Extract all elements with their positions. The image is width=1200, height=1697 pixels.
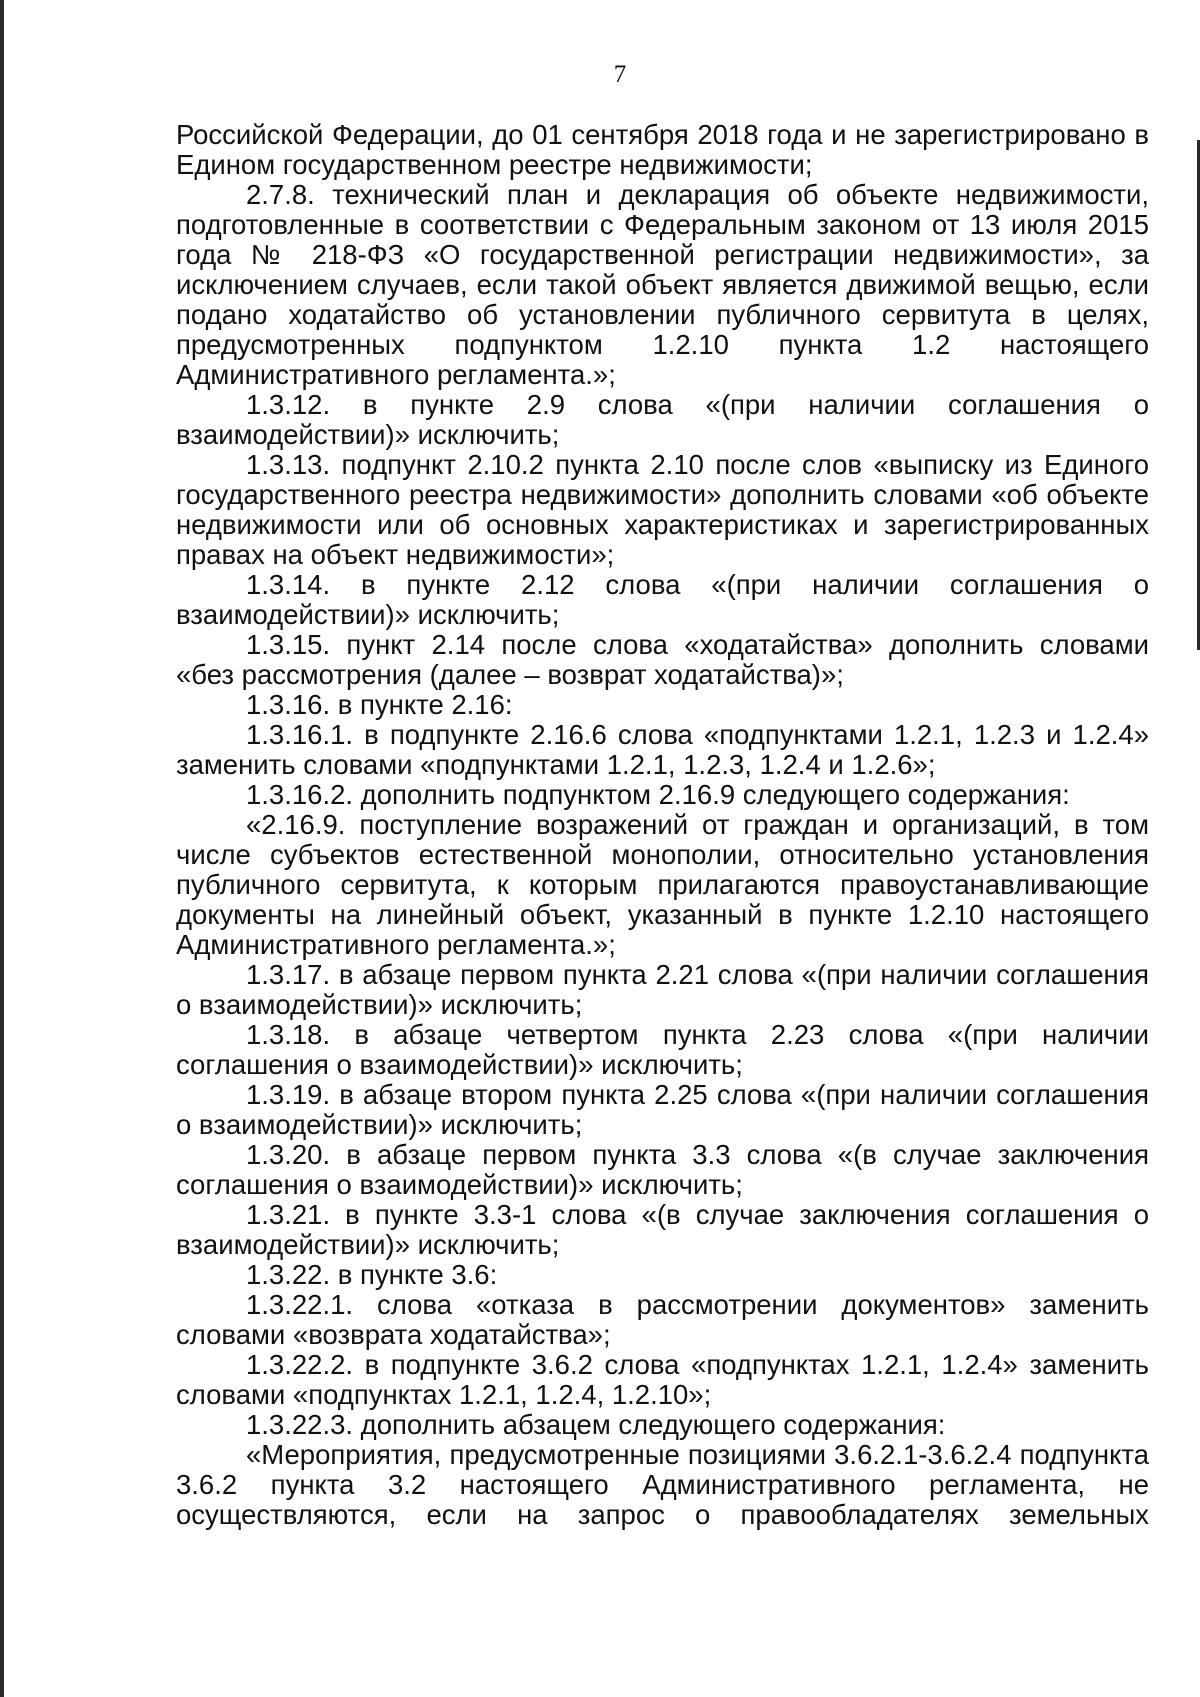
paragraph: «2.16.9. поступление возражений от граждан и организаций, в том числе субъектов естественной монополии, относительно установления публичного сервитута, к которым прилагаются правоустанавливающие документы на линейный объект, указанный в пункте 1.2.10 настоящего Административного регламента.»; (176, 809, 1149, 960)
document-body (176, 120, 1149, 1530)
paragraph: 1.3.22. в пункте 3.6: (246, 1259, 498, 1290)
paragraph: 1.3.16. в пункте 2.16: (246, 689, 513, 720)
paragraph: 1.3.19. в абзаце втором пункта 2.25 слова «(при наличии соглашения о взаимодействии)» исключить; (176, 1079, 1149, 1140)
paragraph: «Мероприятия, предусмотренные позициями 3.6.2.1-3.6.2.4 подпункта 3.6.2 пункта 3.2 настоящего Административного регламента, не осуществляются, если на запрос о правообладателях земельных (176, 1439, 1149, 1530)
paragraph: 1.3.16.2. дополнить подпунктом 2.16.9 следующего содержания: (246, 779, 1070, 810)
page-number: 7 (613, 61, 627, 88)
paragraph: 1.3.18. в абзаце четвертом пункта 2.23 слова «(при наличии соглашения о взаимодействии)» исключить; (176, 1019, 1149, 1080)
paragraph: 1.3.17. в абзаце первом пункта 2.21 слова «(при наличии соглашения о взаимодействии)» исключить; (176, 959, 1149, 1020)
paragraph: 2.7.8. технический план и декларация об объекте недвижимости, подготовленные в соответствии с Федеральным законом от 13 июля 2015 года № 218-ФЗ «О государственной регистрации недвижимости», за исключением случаев, если такой объект является движимой вещью, если подано ходатайство об установлении публичного сервитута в целях, предусмотренных подпунктом 1.2.10 пункта 1.2 настоящего Административного регламента.»; (176, 179, 1149, 390)
paragraph: 1.3.21. в пункте 3.3-1 слова «(в случае заключения соглашения о взаимодействии)» исключить; (176, 1199, 1149, 1260)
paragraph: 1.3.15. пункт 2.14 после слова «ходатайства» дополнить словами «без рассмотрения (далее – возврат ходатайства)»; (176, 629, 1149, 690)
paragraph: 1.3.22.2. в подпункте 3.6.2 слова «подпунктах 1.2.1, 1.2.4» заменить словами «подпунктах 1.2.1, 1.2.4, 1.2.10»; (176, 1349, 1149, 1410)
paragraph: 1.3.14. в пункте 2.12 слова «(при наличии соглашения о взаимодействии)» исключить; (176, 569, 1149, 630)
paragraph: 1.3.20. в абзаце первом пункта 3.3 слова «(в случае заключения соглашения о взаимодействии)» исключить; (176, 1139, 1149, 1200)
paragraph: Российской Федерации, до 01 сентября 2018 года и не зарегистрировано в Едином государственном реестре недвижимости; (176, 119, 1149, 180)
paragraph: 1.3.16.1. в подпункте 2.16.6 слова «подпунктами 1.2.1, 1.2.3 и 1.2.4» заменить словами «подпунктами 1.2.1, 1.2.3, 1.2.4 и 1.2.6»; (176, 719, 1149, 780)
paragraph: 1.3.13. подпункт 2.10.2 пункта 2.10 после слов «выписку из Единого государственного реестра недвижимости» дополнить словами «об объекте недвижимости или об основных характеристиках и зарегистрированных правах на объект недвижимости»; (176, 449, 1149, 570)
scan-left-edge (0, 0, 4, 1697)
paragraph: 1.3.22.3. дополнить абзацем следующего содержания: (246, 1409, 946, 1440)
paragraph: 1.3.22.1. слова «отказа в рассмотрении документов» заменить словами «возврата ходатайства»; (176, 1289, 1149, 1350)
paragraph: 1.3.12. в пункте 2.9 слова «(при наличии соглашения о взаимодействии)» исключить; (176, 389, 1149, 450)
